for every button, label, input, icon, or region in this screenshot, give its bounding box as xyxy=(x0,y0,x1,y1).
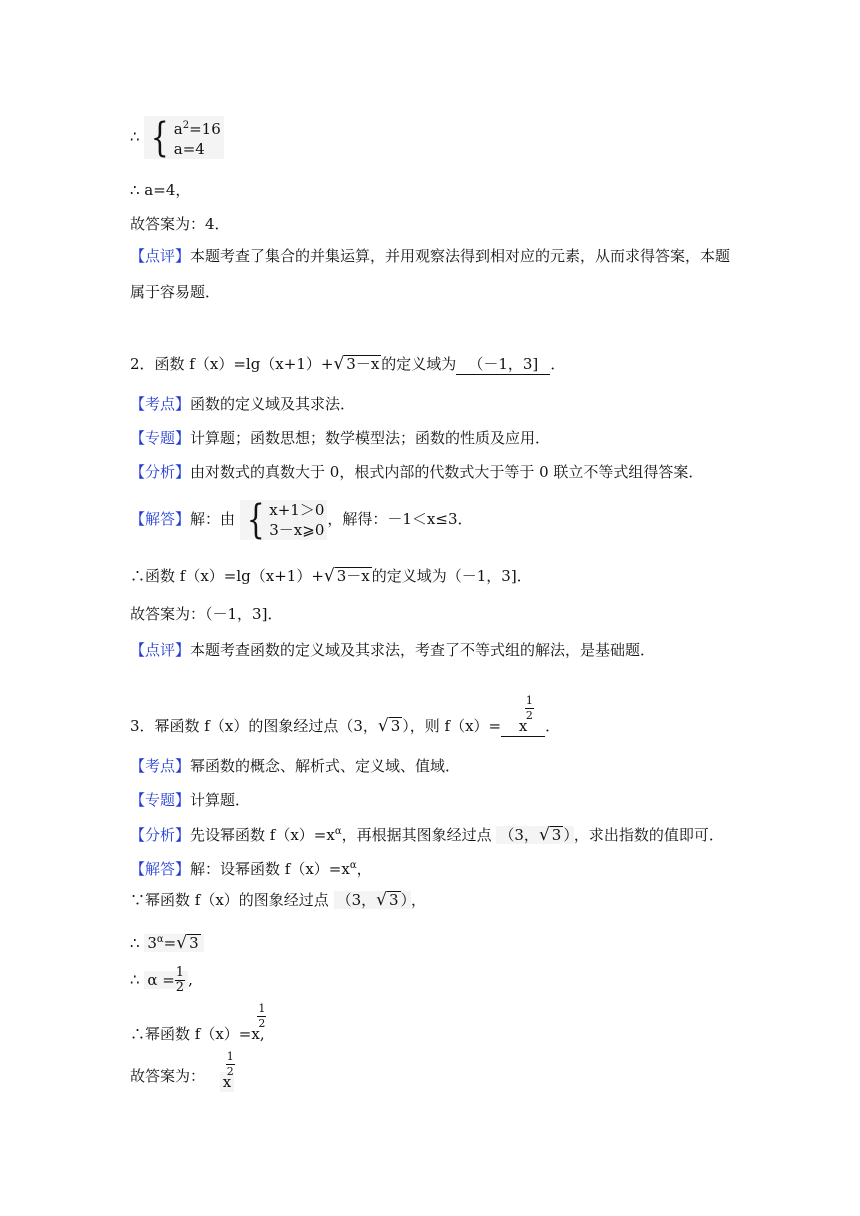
q3-step-1: ∴ $3^\alpha=$ √ 3 xyxy=(130,930,204,953)
point-expression-2: （3， √ 3 ） xyxy=(334,891,411,909)
alpha-equation: α = $\frac{1}{2}$ xyxy=(144,971,188,989)
answer-line-1: 故答案为：4． xyxy=(130,215,230,233)
inequality-2: 3－x⩾0 xyxy=(269,521,325,539)
sqrt-expression: √ 3－x xyxy=(333,354,380,374)
q3-because: ∵幂函数 f（x）的图象经过点 （3， √ 3 ） ， xyxy=(130,890,427,910)
q3-answer: 故答案为： x $\frac{1}{2}$ xyxy=(130,1050,234,1091)
q3-step-2: ∴ α = $\frac{1}{2}$ , xyxy=(130,965,193,995)
q3-step-3: ∴幂函数 f（x）=x $\frac{1}{2}$ , xyxy=(130,1002,266,1043)
sqrt-3: √ 3 xyxy=(377,716,401,736)
power-expression-2: x $\frac{1}{2}$ xyxy=(251,1002,266,1043)
result-line: ∴ a=4， xyxy=(130,181,191,199)
q2-conclusion: ∴函数 f（x）=lg（x+1）+ √ 3－x 的定义域为（－1，3]． xyxy=(130,566,532,586)
comment-text: 本题考查了集合的并集运算，并用观察法得到相对应的元素，从而求得答案，本题 xyxy=(190,247,731,265)
comment-tag: 【点评】 xyxy=(130,247,191,265)
q2-dianping: 【点评】本题考查函数的定义域及其求法，考查了不等式组的解法，是基础题． xyxy=(130,641,656,659)
inequality-1: x+1＞0 xyxy=(269,501,325,519)
system-equation-line xyxy=(130,116,224,159)
q2-zhuanti: 【专题】计算题；函数思想；数学模型法；函数的性质及应用． xyxy=(130,429,551,447)
system-eq-2: a=4 xyxy=(173,140,205,158)
q2-jieda: 【解答】解：由 { x+1＞0 3－x⩾0 ，解得：－1＜x≤3． xyxy=(130,497,473,543)
answer-blank-3 xyxy=(501,694,545,737)
sqrt-expression-2: √ 3－x xyxy=(323,566,370,586)
point-expression: （3， √ 3 ） xyxy=(496,826,573,844)
inequality-system: { x+1＞0 3－x⩾0 xyxy=(240,500,328,540)
question-3-stem: 3．幂函数 f（x）的图象经过点（3， √ 3 ），则 f（x）= x $\frac{1}{2}$ ． xyxy=(130,694,561,736)
power-expression-3: x $\frac{1}{2}$ xyxy=(220,1072,234,1092)
answer-blank: （－1，3] xyxy=(456,354,550,375)
q3-kaodian: 【考点】幂函数的概念、解析式、定义域、值域． xyxy=(130,757,461,775)
equation-system: { $a^2=16$ a=4 xyxy=(144,116,223,159)
q3-zhuanti: 【专题】计算题． xyxy=(130,791,251,809)
power-expression: x $\frac{1}{2}$ xyxy=(518,694,533,735)
therefore-symbol: ∴ xyxy=(130,127,140,146)
q2-kaodian: 【考点】函数的定义域及其求法． xyxy=(130,395,356,413)
question-2-stem: 2．函数 f（x）=lg（x+1）+ √ 3－x 的定义域为 （－1，3] ． xyxy=(130,354,566,374)
q3-jieda: 【解答】解：设幂函数 $f(x)=x^\alpha$， xyxy=(130,860,372,878)
q3-fenxi: 【分析】先设幂函数 $f(x)=x^\alpha$，再根据其图象经过点 （3， √ 3 ） ，求出指数的值即可． xyxy=(130,825,724,845)
exponent-equation: $3^\alpha=$ √ 3 xyxy=(144,934,203,952)
system-eq-1: $a^2=16$ xyxy=(173,120,221,138)
comment-line-2: 属于容易题． xyxy=(130,283,221,301)
comment-line xyxy=(130,246,730,266)
q2-answer: 故答案为：（－1，3]． xyxy=(130,605,283,623)
q2-fenxi: 【分析】由对数式的真数大于 0，根式内部的代数式大于等于 0 联立不等式组得答案． xyxy=(130,463,704,481)
